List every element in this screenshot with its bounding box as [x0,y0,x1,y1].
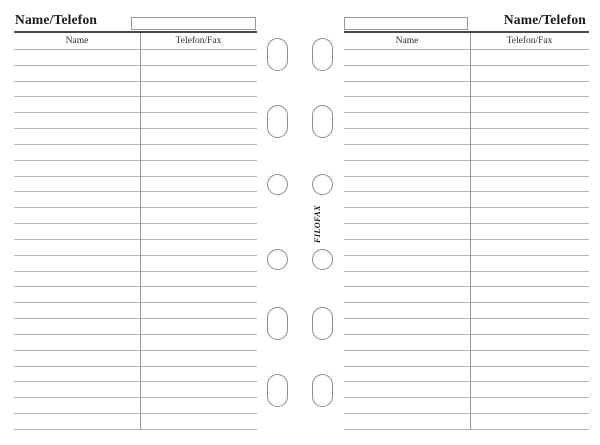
ruled-row [344,161,589,177]
ruled-row [14,382,257,398]
ruled-row [344,303,589,319]
punch-hole [267,374,288,407]
ruled-row [14,319,257,335]
punch-hole [267,38,288,71]
punch-hole [312,105,333,138]
table-header-row [344,33,589,50]
ruled-row [14,224,257,240]
page-title: Name/Telefon [15,12,98,27]
left-page [14,0,257,445]
ruled-row [344,414,589,430]
column-divider [470,33,471,430]
ruled-row [14,240,257,256]
column-divider [140,33,141,430]
ruled-row [344,97,589,113]
ruled-row [344,351,589,367]
header-fill-in-box [344,17,468,30]
header-fill-in-box [131,17,256,30]
ruled-row [344,287,589,303]
ruled-row [344,335,589,351]
ruled-row [344,50,589,66]
punch-hole [267,307,288,340]
ruled-row [344,129,589,145]
punch-hole [312,307,333,340]
punch-hole [312,174,333,195]
ruled-rows [14,50,257,430]
ruled-row [14,351,257,367]
ruled-row [14,272,257,288]
ruled-row [344,367,589,383]
punch-hole [312,374,333,407]
filofax-logo: filofax [309,205,323,243]
ruled-row [344,398,589,414]
ruled-row [14,161,257,177]
column-header-telefon-fax: Telefon/Fax [175,36,222,46]
ruled-row [344,319,589,335]
punch-hole [267,174,288,195]
column-header-telefon-fax: Telefon/Fax [506,36,553,46]
ruled-row [344,382,589,398]
ruled-row [14,335,257,351]
ruled-rows [344,50,589,430]
ruled-row [344,66,589,82]
ruled-row [344,145,589,161]
ruled-row [14,50,257,66]
column-header-name: Name [65,36,89,46]
right-page [344,0,589,445]
ruled-row [344,224,589,240]
ruled-row [14,145,257,161]
ruled-row [344,177,589,193]
punch-hole [312,38,333,71]
ruled-row [14,82,257,98]
ruled-row [14,208,257,224]
punch-hole [312,249,333,270]
ruled-row [344,240,589,256]
contact-table [14,31,257,430]
page-title: Name/Telefon [503,12,586,27]
ruled-row [344,113,589,129]
ruled-row [14,303,257,319]
ruled-row [14,177,257,193]
ruled-row [344,256,589,272]
table-header-row [14,33,257,50]
ruled-row [14,367,257,383]
ruled-row [344,272,589,288]
ruled-row [14,113,257,129]
ruled-row [14,192,257,208]
ruled-row [344,192,589,208]
ruled-row [14,97,257,113]
column-header-name: Name [395,36,419,46]
ruled-row [14,129,257,145]
ruled-row [14,398,257,414]
ruled-row [344,82,589,98]
punch-hole [267,249,288,270]
ruled-row [14,66,257,82]
ruled-row [14,414,257,430]
ruled-row [14,287,257,303]
contact-table [344,31,589,430]
ruled-row [344,208,589,224]
ruled-row [14,256,257,272]
punch-hole [267,105,288,138]
